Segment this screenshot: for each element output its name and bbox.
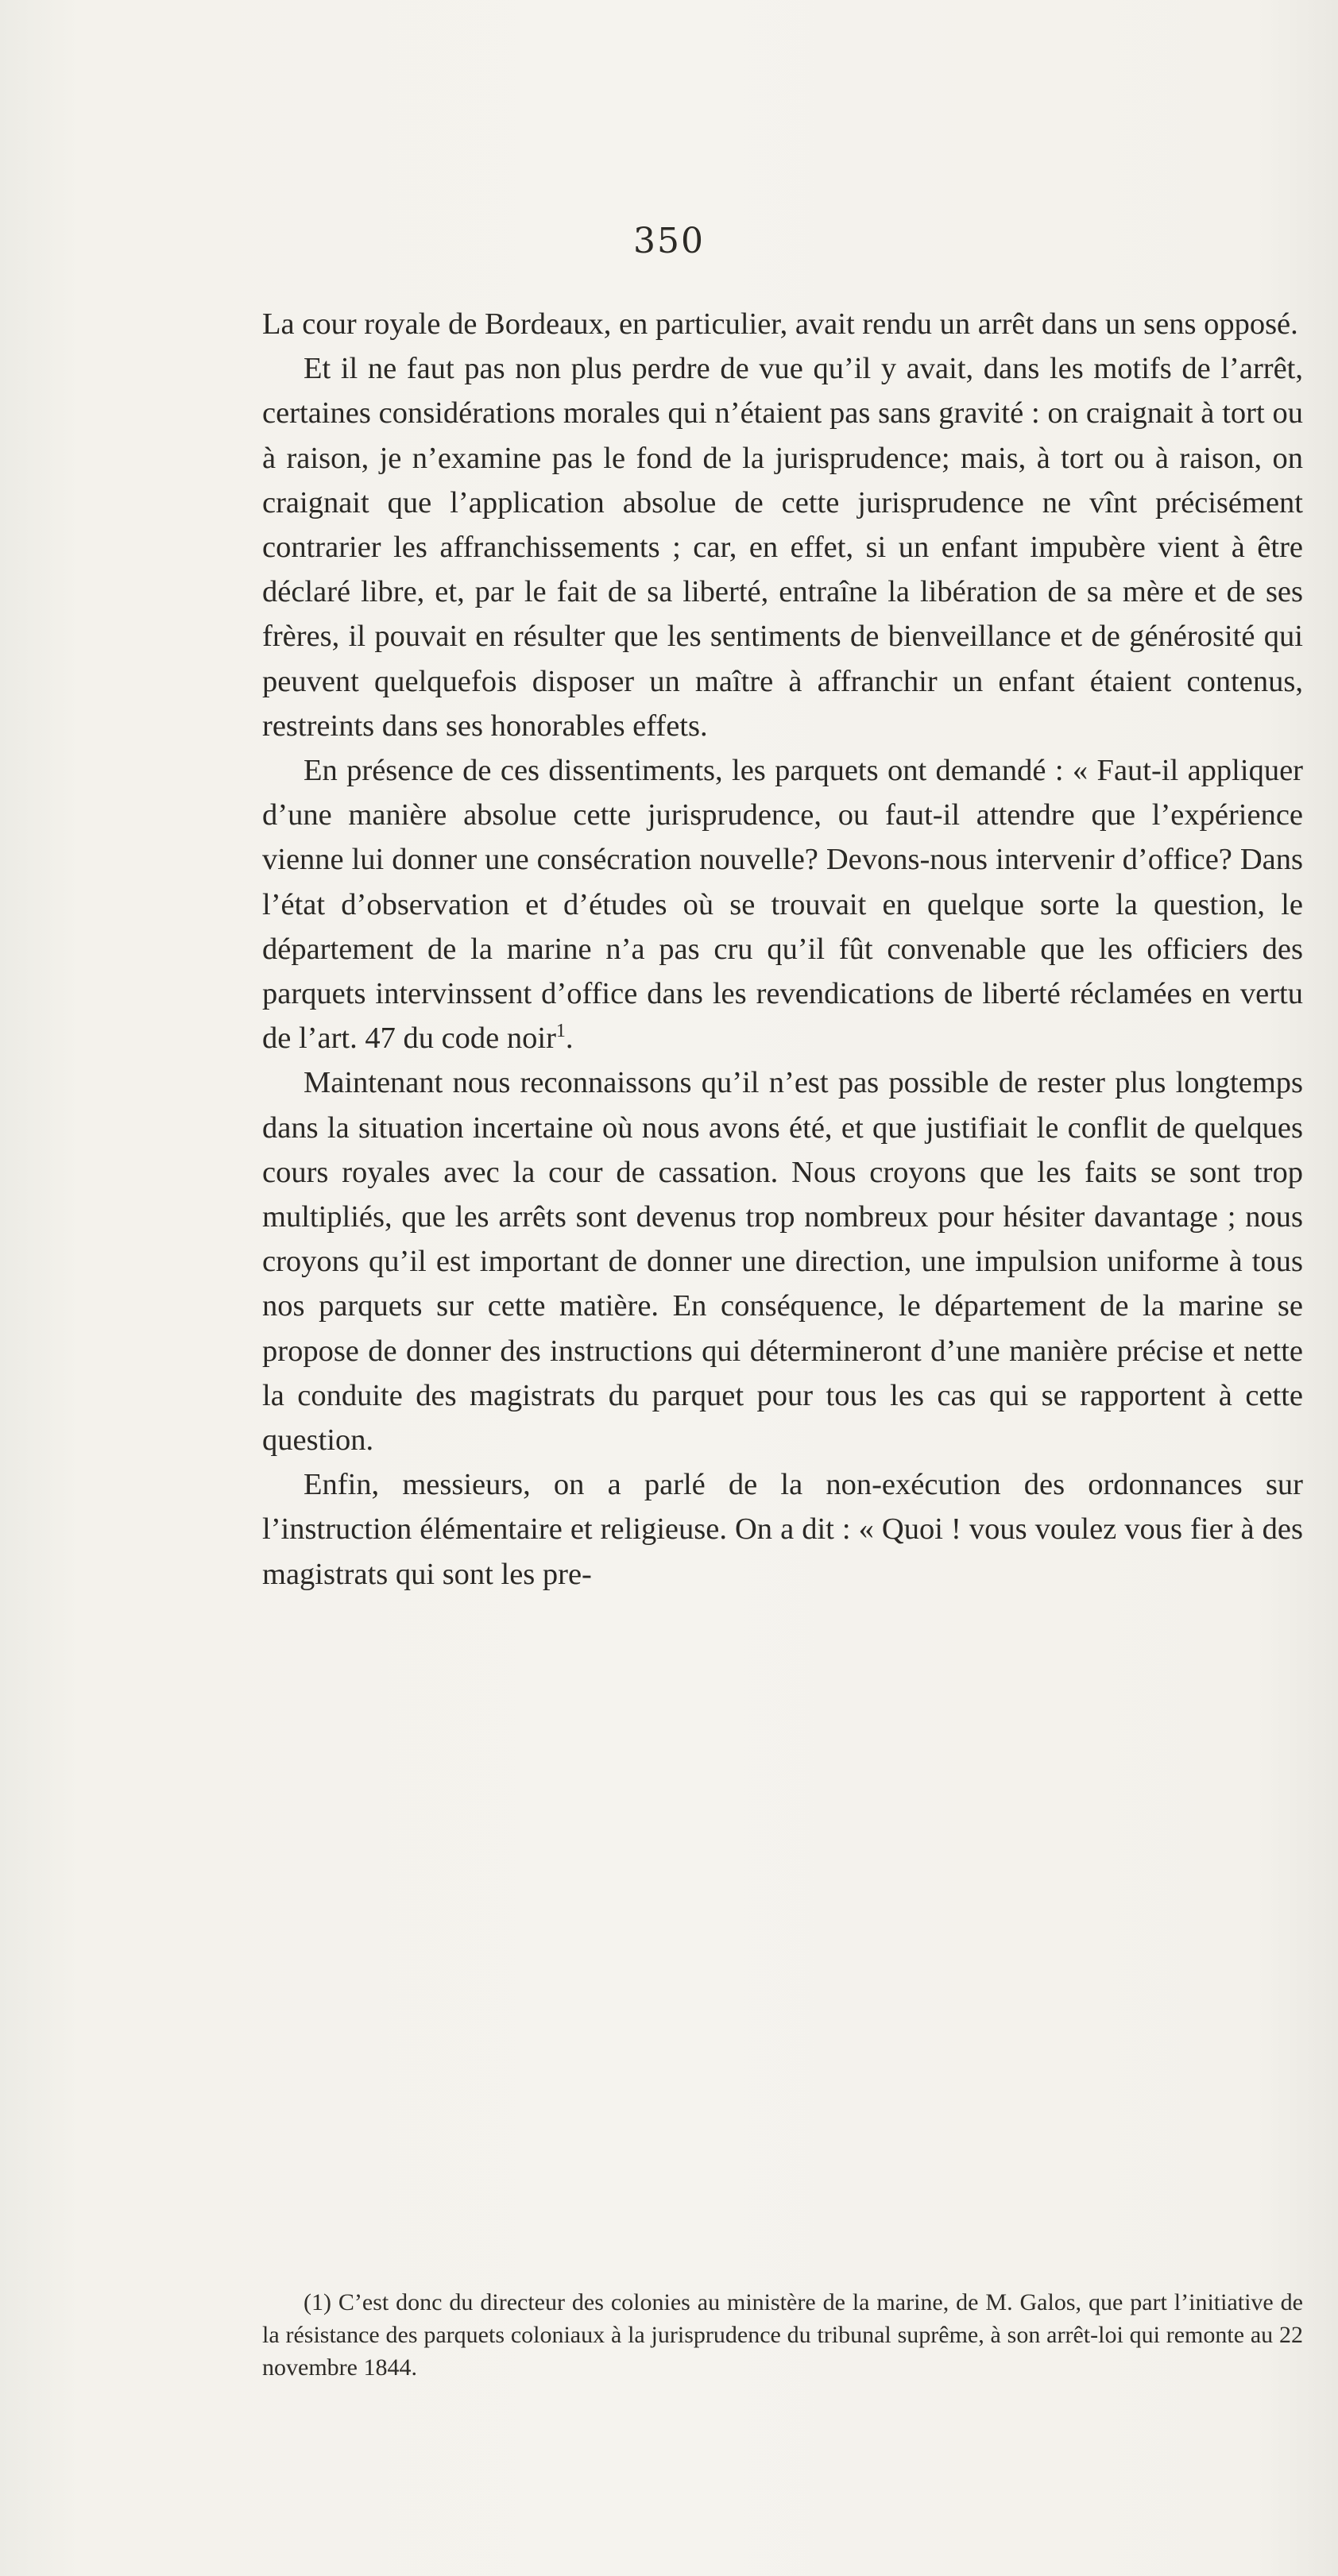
footnote: (1) C’est donc du directeur des colonies au ministère de la marine, de M. Galos, que part l’initiative de la résistance des parquets coloniaux à la jurisprudence du tribunal suprême, à son arrêt-loi qui remonte au 22 novembre 1844. — [262, 2289, 1303, 2381]
paragraph-tail: . — [565, 1022, 574, 1056]
page-number: 350 — [633, 221, 705, 261]
body-text — [262, 302, 1303, 1597]
paragraph: Enfin, messieurs, on a parlé de la non-exécution des ordonnances sur l’instruction élémentaire et religieuse. On a dit : « Quoi ! vous voulez vous fier à des magistrats qui sont les pre- — [262, 1468, 1303, 1591]
paragraph: Et il ne faut pas non plus perdre de vue qu’il y avait, dans les motifs de l’arrêt, certaines considérations morales qui n’étaient pas sans gravité : on craignait à tort ou à raison, je n’examine pas le fond de la jurisprudence; mais, à tort ou à raison, on craignait que l’application absolue de cette jurisprudence ne vînt précisément contrarier les affranchissements ; car, en effet, si un enfant impubère vient à être déclaré libre, et, par le fait de sa liberté, entraîne la libération de sa mère et de ses frères, il pouvait en résulter que les sentiments de bienveillance et de générosité qui peuvent quelquefois disposer un maître à affranchir un enfant étaient contenus, restreints dans ses honorables effets. — [262, 352, 1303, 743]
paragraph: La cour royale de Bordeaux, en particulier, avait rendu un arrêt dans un sens opposé. — [262, 307, 1298, 341]
paragraph-text: En présence de ces dissentiments, les parquets ont demandé : « Faut-il appliquer d’une manière absolue cette jurisprudence, ou faut-il attendre que l’expérience vienne lui donner une consécration nouvelle? Devons-nous intervenir d’office? Dans l’état d’observation et d’études où se trouvait en quelque sorte la question, le département de la marine n’a pas cru qu’il fût convenable que les officiers des parquets intervinssent d’office dans les revendications de liberté réclamées en vertu de l’art. 47 du code noir — [262, 754, 1303, 1056]
footnote-reference[interactable]: 1 — [555, 1021, 566, 1042]
paragraph — [262, 748, 1303, 1060]
paragraph: Maintenant nous reconnaissons qu’il n’est pas possible de rester plus longtemps dans la situation incertaine où nous avons été, et que justifiait le conflit de quelques cours royales avec la cour de cassation. Nous croyons que les faits se sont trop multipliés, que les arrêts sont devenus trop nombreux pour hésiter davantage ; nous croyons qu’il est important de donner une direction, une impulsion uniforme à tous nos parquets sur cette matière. En conséquence, le département de la marine se propose de donner des instructions qui détermineront d’une manière précise et nette la conduite des magistrats du parquet pour tous les cas qui se rapportent à cette question. — [262, 1066, 1303, 1458]
footnotes — [262, 2286, 1303, 2384]
